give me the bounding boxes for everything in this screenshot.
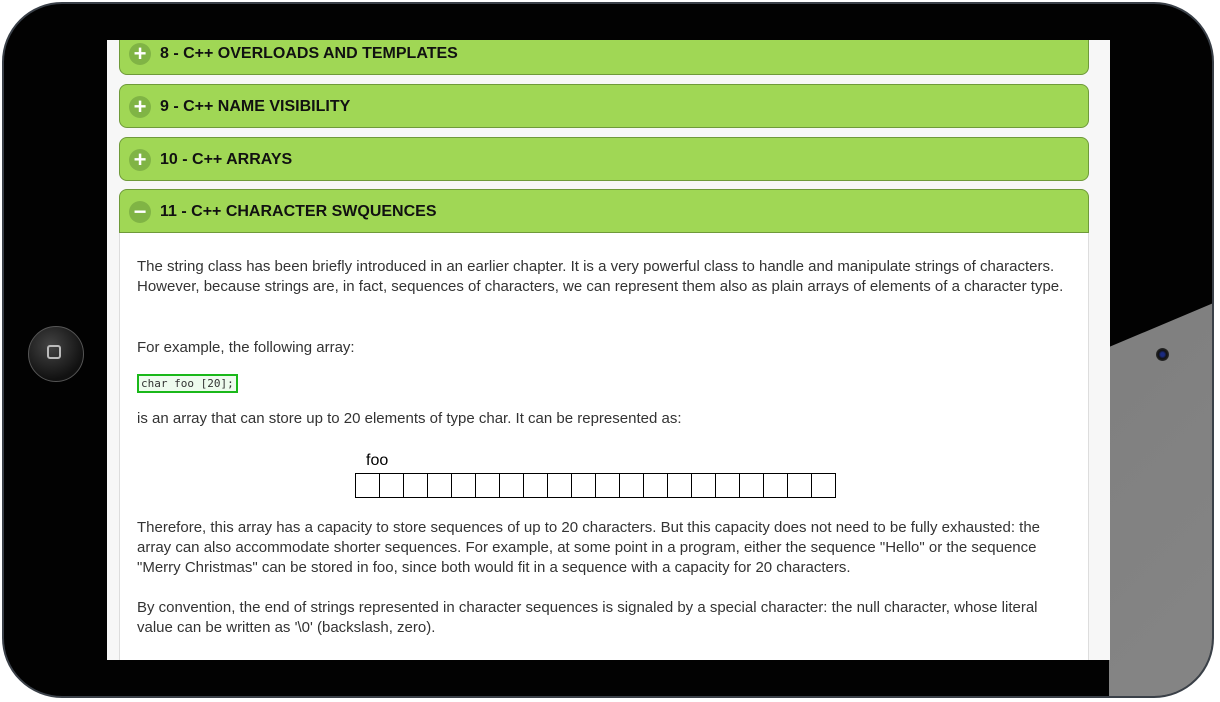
array-cell	[571, 473, 596, 498]
paragraph: For example, the following array:	[137, 339, 355, 356]
array-cell	[715, 473, 740, 498]
array-cell	[811, 473, 836, 498]
paragraph: By convention, the end of strings represented in character sequences is signaled by a special character: the null character, whose literal value can be written as '\0' (backslash, zero).	[137, 599, 1038, 636]
plus-icon: +	[129, 43, 151, 65]
array-cell	[499, 473, 524, 498]
array-cell	[763, 473, 788, 498]
array-cell	[475, 473, 500, 498]
paragraph: is an array that can store up to 20 elements of type char. It can be represented as:	[137, 410, 682, 427]
home-square-icon	[47, 345, 61, 359]
array-diagram-label: foo	[366, 452, 389, 469]
array-cell	[547, 473, 572, 498]
array-cell	[595, 473, 620, 498]
accordion-label: 11 - C++ CHARACTER SWQUENCES	[160, 203, 437, 220]
paragraph: Therefore, this array has a capacity to store sequences of up to 20 characters. But this capacity does not need to be fully exhausted: the array can also accommodate shorter sequences. For example, at some point in a program, either the sequence "Hello" or the sequence "Merry Christmas" can be stored in foo, since both would fit in a sequence with a capacity for 20 characters.	[137, 519, 1041, 576]
accordion-item-arrays[interactable]	[119, 137, 1089, 181]
array-cell	[643, 473, 668, 498]
array-cell	[403, 473, 428, 498]
array-cell	[355, 473, 380, 498]
accordion-label: 8 - C++ OVERLOADS AND TEMPLATES	[160, 45, 458, 62]
accordion-item-overloads[interactable]	[119, 40, 1089, 75]
code-snippet: char foo [20];	[137, 374, 238, 393]
screen	[107, 40, 1110, 660]
array-cell	[787, 473, 812, 498]
minus-icon: −	[129, 201, 151, 223]
accordion-panel	[119, 233, 1089, 660]
array-cell	[427, 473, 452, 498]
array-cell	[667, 473, 692, 498]
accordion-item-character-sequences[interactable]	[119, 189, 1089, 233]
array-cell	[451, 473, 476, 498]
camera-icon	[1156, 348, 1169, 361]
array-cell	[379, 473, 404, 498]
plus-icon: +	[129, 96, 151, 118]
plus-icon: +	[129, 149, 151, 171]
accordion-item-name-visibility[interactable]	[119, 84, 1089, 128]
array-diagram	[356, 473, 836, 498]
array-cell	[739, 473, 764, 498]
accordion-label: 10 - C++ ARRAYS	[160, 151, 293, 168]
array-cell	[619, 473, 644, 498]
accordion-label: 9 - C++ NAME VISIBILITY	[160, 98, 351, 115]
paragraph: The string class has been briefly introduced in an earlier chapter. It is a very powerful class to handle and manipulate strings of characters. However, because strings are, in fact, sequences of characters, we can represent them also as plain arrays of elements of a character type.	[137, 258, 1064, 295]
array-cell	[691, 473, 716, 498]
array-cell	[523, 473, 548, 498]
